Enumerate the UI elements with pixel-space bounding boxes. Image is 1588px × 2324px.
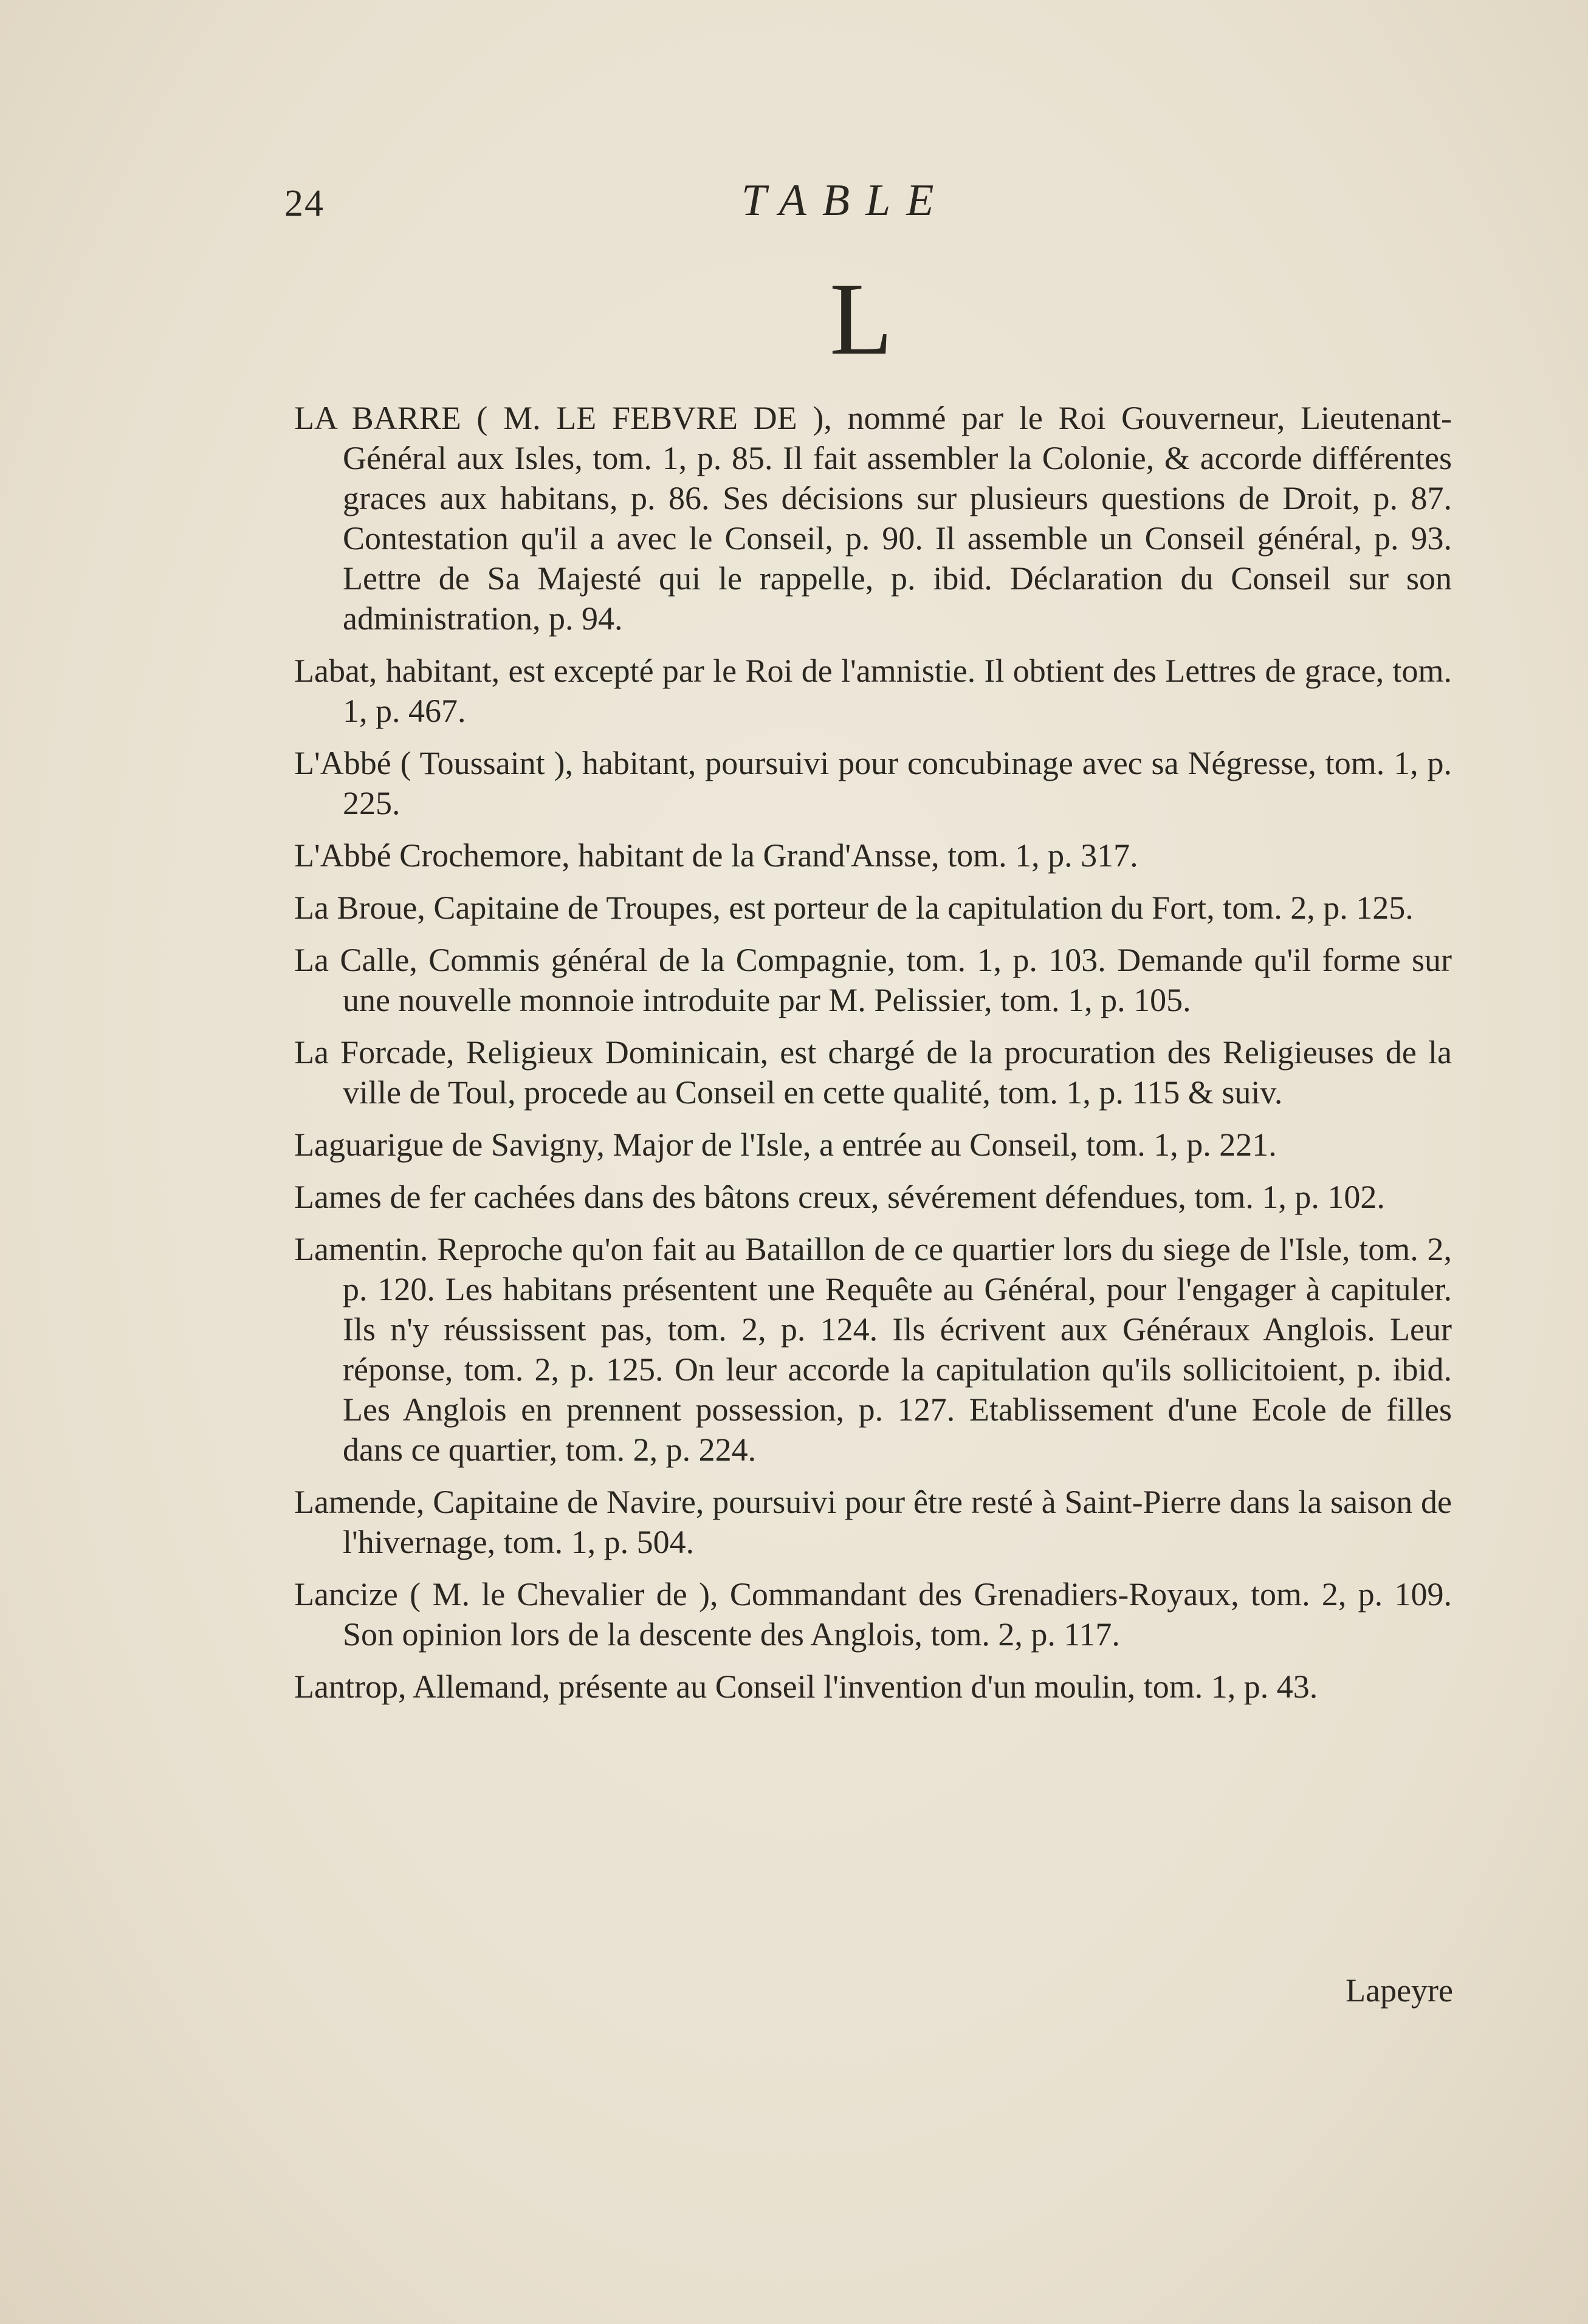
- index-entry: L'Abbé ( Toussaint ), habitant, poursuivi pour concubinage avec sa Négresse, tom. 1, p. 225.: [294, 745, 1452, 821]
- index-entry: Lamende, Capitaine de Navire, poursuivi pour être resté à Saint-Pierre dans la saison de l'hivernage, tom. 1, p. 504.: [294, 1484, 1452, 1560]
- running-title: TABLE: [741, 176, 950, 225]
- index-entry: Labat, habitant, est excepté par le Roi de l'amnistie. Il obtient des Lettres de grace, tom. 1, p. 467.: [294, 653, 1452, 729]
- catchword: Lapeyre: [1346, 1972, 1453, 2009]
- index-entry: Laguarigue de Savigny, Major de l'Isle, a entrée au Conseil, tom. 1, p. 221.: [294, 1126, 1277, 1163]
- index-entry: La Broue, Capitaine de Troupes, est porteur de la capitulation du Fort, tom. 2, p. 125.: [294, 889, 1414, 926]
- section-letter: L: [830, 262, 893, 376]
- index-entry: Lames de fer cachées dans des bâtons creux, sévérement défendues, tom. 1, p. 102.: [294, 1179, 1385, 1215]
- index-entry: La Forcade, Religieux Dominicain, est chargé de la procuration des Religieuses de la ville de Toul, procede au Conseil en cette qualité, tom. 1, p. 115 & suiv.: [294, 1034, 1452, 1111]
- page-number: 24: [284, 183, 325, 224]
- index-entry: Lancize ( M. le Chevalier de ), Commandant des Grenadiers-Royaux, tom. 2, p. 109. Son opinion lors de la descente des Anglois, tom. 2, p. 117.: [294, 1576, 1452, 1653]
- index-entries: [294, 398, 1452, 1719]
- index-entry: LA BARRE ( M. LE FEBVRE DE ), nommé par le Roi Gouverneur, Lieutenant-Général aux Isles, tom. 1, p. 85. Il fait assembler la Colonie, & accorde différentes graces aux habitans, p. 86. Ses décisions sur plusieurs questions de Droit, p. 87. Contestation qu'il a avec le Conseil, p. 90. Il assemble un Conseil général, p. 93. Lettre de Sa Majesté qui le rappelle, p. ibid. Déclaration du Conseil sur son administration, p. 94.: [294, 400, 1452, 637]
- index-entry: La Calle, Commis général de la Compagnie, tom. 1, p. 103. Demande qu'il forme sur une nouvelle monnoie introduite par M. Pelissier, tom. 1, p. 105.: [294, 942, 1452, 1018]
- index-entry: L'Abbé Crochemore, habitant de la Grand'Ansse, tom. 1, p. 317.: [294, 837, 1138, 874]
- index-entry: Lamentin. Reproche qu'on fait au Bataillon de ce quartier lors du siege de l'Isle, tom. 2, p. 120. Les habitans présentent une Requête au Général, pour l'engager à capituler. Ils n'y réussissent pas, tom. 2, p. 124. Ils écrivent aux Généraux Anglois. Leur réponse, tom. 2, p. 125. On leur accorde la capitulation qu'ils sollicitoient, p. ibid. Les Anglois en prennent possession, p. 127. Etablissement d'une Ecole de filles dans ce quartier, tom. 2, p. 224.: [294, 1231, 1452, 1468]
- index-entry: Lantrop, Allemand, présente au Conseil l'invention d'un moulin, tom. 1, p. 43.: [294, 1668, 1318, 1705]
